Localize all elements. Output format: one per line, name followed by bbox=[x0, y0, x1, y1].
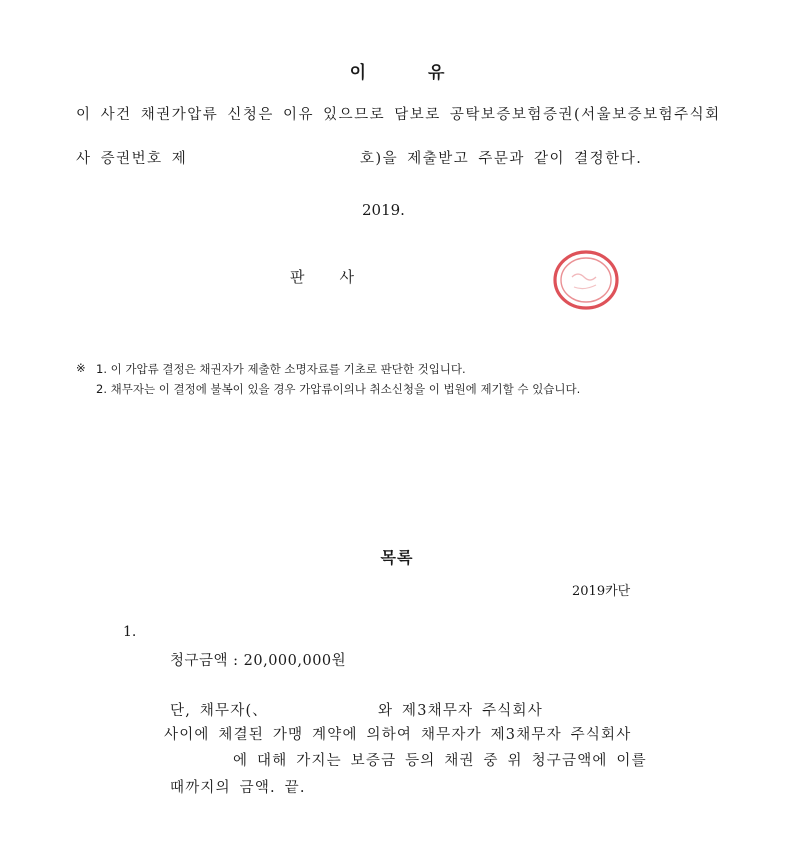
item-line-d: 때까지의 금액. 끝. bbox=[170, 780, 306, 796]
item-line-a-start: 단, 채무자(、 bbox=[170, 703, 269, 719]
item-line-b: 사이에 체결된 가맹 계약에 의하여 채무자가 제3채무자 주식회사 bbox=[164, 727, 632, 743]
reason-line-1: 이 사건 채권가압류 신청은 이유 있으므로 담보로 공탁보증보험증권(서울보증보험주식회 bbox=[76, 107, 721, 123]
item-line-c: 에 대해 가지는 보증금 등의 채권 중 위 청구금액에 이를 bbox=[233, 753, 647, 769]
title-char-1: 이 bbox=[349, 63, 366, 83]
reason-line-2-start: 사 증권번호 제 bbox=[76, 151, 188, 167]
title-char-2: 유 bbox=[428, 63, 445, 83]
judge-char-1: 판 bbox=[290, 268, 305, 286]
list-item-number: 1. bbox=[123, 624, 137, 640]
item-line-a-end: 와 제3채무자 주식회사 bbox=[378, 703, 543, 719]
decision-date: 2019. bbox=[362, 201, 405, 219]
note-item-1: 1. 이 가압류 결정은 채권자가 제출한 소명자료를 기초로 판단한 것입니다. bbox=[96, 362, 466, 376]
case-number: 2019카단 bbox=[572, 584, 631, 599]
judge-char-2: 사 bbox=[339, 268, 354, 286]
note-marker: ※ bbox=[76, 361, 86, 375]
red-seal-stamp-icon bbox=[550, 247, 622, 313]
note-item-2: 2. 채무자는 이 결정에 불복이 있을 경우 가압류이의나 취소신청을 이 법원에 제기할 수 있습니다. bbox=[96, 382, 581, 396]
list-title: 목록 bbox=[380, 548, 414, 567]
claim-amount: 청구금액 : 20,000,000원 bbox=[170, 653, 347, 669]
section-title-reason bbox=[0, 58, 794, 83]
judge-label bbox=[290, 266, 354, 287]
reason-line-2-end: 호)을 제출받고 주문과 같이 결정한다. bbox=[360, 151, 643, 167]
